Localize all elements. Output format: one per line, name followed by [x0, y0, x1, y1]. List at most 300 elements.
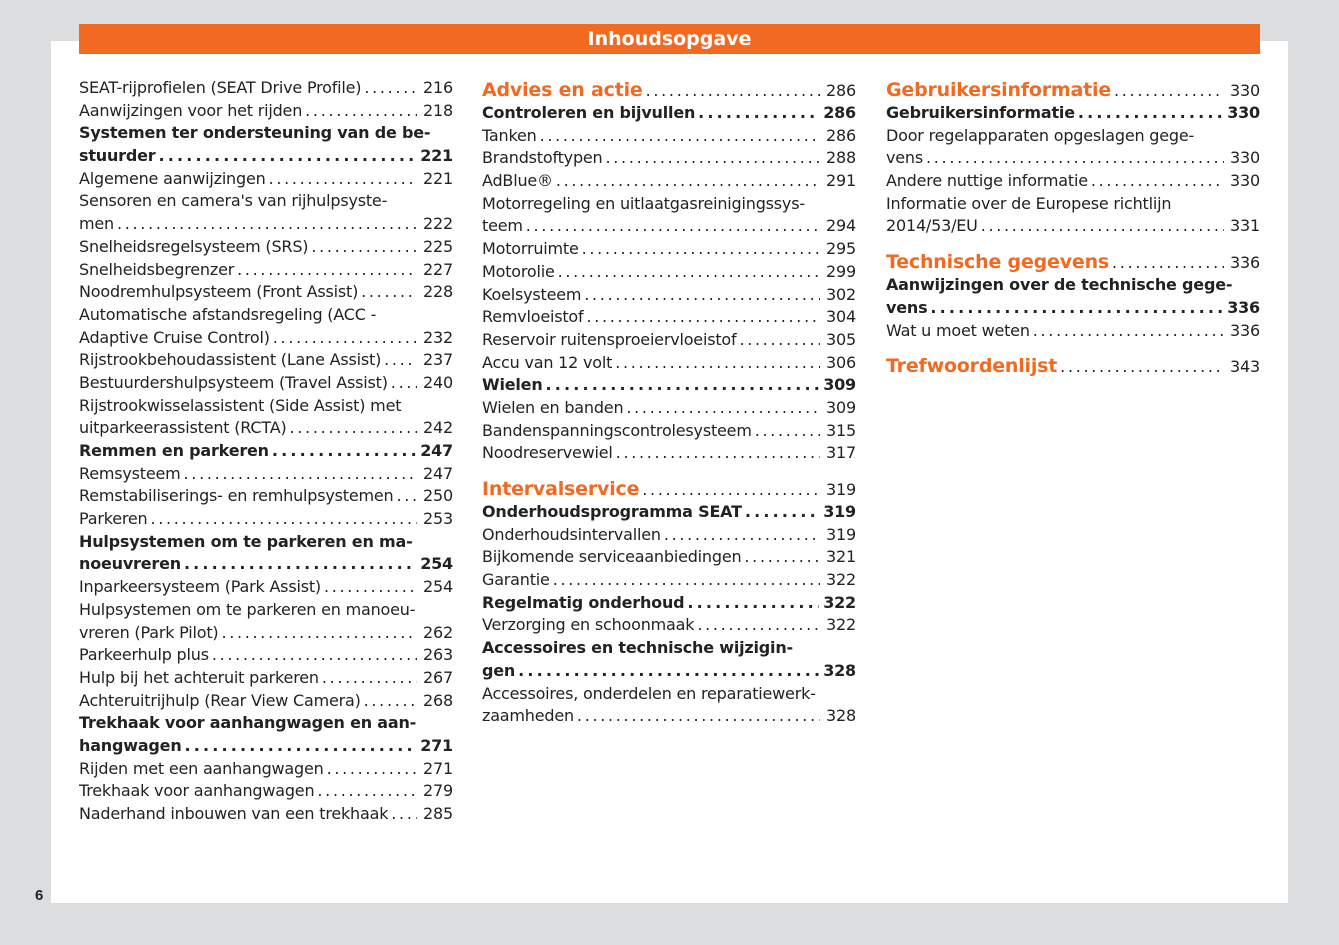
- dot-leader: [391, 803, 417, 826]
- toc-entry-title: Naderhand inbouwen van een trekhaak: [79, 804, 389, 823]
- dot-leader: [1091, 170, 1224, 193]
- toc-entry-line: [79, 531, 453, 554]
- toc-entry-link[interactable]: [482, 170, 856, 193]
- toc-entry-link[interactable]: [79, 190, 453, 235]
- toc-page-number: 330: [1227, 103, 1260, 122]
- toc-entry-title: Remstabiliserings- en remhulpsystemen: [79, 486, 394, 506]
- dot-leader: [391, 372, 417, 395]
- dot-leader: [324, 576, 417, 599]
- dot-leader: [755, 420, 820, 443]
- dot-leader: [290, 417, 418, 440]
- toc-column-3: [886, 77, 1260, 378]
- toc-entry-title: vens: [886, 148, 923, 168]
- dot-leader: [586, 306, 820, 329]
- toc-entry-line: [886, 250, 1260, 274]
- toc-page-number: 319: [826, 480, 856, 499]
- toc-entry-title: Brandstoftypen: [482, 148, 603, 168]
- dot-leader: [364, 690, 417, 713]
- toc-entry-link[interactable]: [482, 238, 856, 261]
- toc-entry-line: [79, 259, 453, 282]
- toc-entry-title: Bestuurdershulpsysteem (Travel Assist): [79, 372, 388, 392]
- toc-entry-line: [79, 190, 453, 213]
- toc-page-number: 336: [1230, 253, 1260, 273]
- toc-entry-title: Snelheidsbegrenzer: [79, 259, 235, 279]
- toc-entry-link[interactable]: [79, 122, 453, 167]
- page-title-bar: [79, 24, 1260, 54]
- dot-leader: [327, 758, 417, 781]
- toc-page-number: 279: [423, 781, 453, 801]
- toc-entry-link[interactable]: [79, 100, 453, 123]
- toc-entry-link[interactable]: [482, 284, 856, 307]
- toc-entry-line: [79, 327, 453, 350]
- toc-page-number: 309: [823, 375, 856, 395]
- dot-leader: [1033, 320, 1224, 343]
- toc-page-number: 286: [823, 103, 856, 122]
- toc-page-number: 227: [423, 259, 453, 279]
- toc-entry-title: Intervalservice: [482, 478, 640, 500]
- toc-entry-line: [482, 592, 856, 615]
- dot-leader: [184, 553, 416, 576]
- toc-entry-link[interactable]: [79, 259, 453, 282]
- toc-page-number: 250: [423, 486, 453, 506]
- toc-entry-link[interactable]: [79, 304, 453, 349]
- toc-entry-title: teem: [482, 216, 523, 236]
- toc-entry-link[interactable]: [79, 349, 453, 372]
- toc-entry-title: men: [79, 214, 114, 234]
- toc-entry-title: Trekhaak voor aanhangwagen: [79, 781, 315, 801]
- toc-page-number: 262: [423, 622, 453, 642]
- toc-entry-title: Accu van 12 volt: [482, 352, 613, 372]
- toc-page-number: 222: [423, 214, 453, 234]
- toc-entry-title: Adaptive Cruise Control): [79, 327, 270, 347]
- toc-entry-title: Wat u moet weten: [886, 320, 1030, 340]
- toc-page-number: 221: [423, 168, 453, 188]
- toc-entry-link[interactable]: [79, 395, 453, 440]
- toc-section-link[interactable]: [482, 477, 856, 501]
- toc-page-number: 309: [826, 397, 856, 417]
- toc-page-number: 336: [1227, 297, 1260, 317]
- toc-entry-line: [482, 261, 856, 284]
- toc-page-number: 315: [826, 420, 856, 440]
- toc-entry-line: [79, 122, 453, 145]
- toc-entry-link[interactable]: [482, 637, 856, 682]
- toc-entry-title: Inparkeersysteem (Park Assist): [79, 577, 321, 597]
- toc-entry-link[interactable]: [482, 397, 856, 420]
- toc-page-number: 218: [423, 100, 453, 120]
- toc-entry-line: [79, 440, 453, 463]
- toc-entry-line: [79, 213, 453, 236]
- toc-entry-title: Technische gegevens: [886, 251, 1110, 274]
- dot-leader: [687, 592, 819, 615]
- toc-entry-line: [886, 274, 1260, 297]
- toc-entry-link[interactable]: [482, 306, 856, 329]
- toc-entry-link[interactable]: [886, 170, 1260, 193]
- toc-entry-title: Wielen: [482, 375, 543, 395]
- toc-page-number: 286: [826, 81, 856, 100]
- toc-entry-link[interactable]: [482, 592, 856, 615]
- toc-entry-line: [886, 78, 1260, 102]
- dot-leader: [739, 329, 820, 352]
- dot-leader: [744, 546, 820, 569]
- toc-page-number: 306: [826, 352, 856, 372]
- toc-page-number: 232: [423, 327, 453, 347]
- toc-entry-title: Verzorging en schoonmaak: [482, 615, 695, 635]
- toc-entry-link[interactable]: [79, 463, 453, 486]
- toc-section-link[interactable]: [886, 250, 1260, 274]
- toc-entry-line: [482, 546, 856, 569]
- toc-page-number: 321: [826, 547, 856, 567]
- toc-entry-line: [79, 463, 453, 486]
- toc-entry-title: Gebruikersinformatie: [886, 79, 1112, 101]
- toc-page-number: 247: [420, 441, 453, 460]
- toc-page-number: 304: [826, 307, 856, 327]
- toc-entry-line: [482, 683, 856, 706]
- dot-leader: [697, 614, 820, 637]
- toc-entry-link[interactable]: [482, 261, 856, 284]
- toc-entry-title: Door regelapparaten opgeslagen gege-: [886, 125, 1195, 145]
- dot-leader: [384, 349, 417, 372]
- toc-entry-link[interactable]: [79, 372, 453, 395]
- toc-entry-link[interactable]: [886, 274, 1260, 319]
- toc-entry-title: Systemen ter ondersteuning van de be-: [79, 123, 431, 143]
- toc-entry-link[interactable]: [482, 524, 856, 547]
- toc-entry-line: [79, 417, 453, 440]
- toc-entry-line: [79, 304, 453, 327]
- toc-entry-line: [482, 329, 856, 352]
- toc-entry-line: [886, 170, 1260, 193]
- toc-entry-link[interactable]: [79, 758, 453, 781]
- toc-entry-line: [482, 102, 856, 125]
- toc-entry-title: Wielen en banden: [482, 397, 624, 417]
- dot-leader: [745, 501, 819, 524]
- toc-entry-link[interactable]: [79, 712, 453, 757]
- toc-entry-link[interactable]: [79, 780, 453, 803]
- toc-entry-link[interactable]: [482, 352, 856, 375]
- toc-page-number: 253: [423, 509, 453, 529]
- toc-entry-title: hangwagen: [79, 735, 182, 755]
- toc-entry-link[interactable]: [79, 599, 453, 644]
- dot-leader: [616, 442, 820, 465]
- toc-entry-line: [79, 553, 453, 576]
- toc-entry-title: Parkeren: [79, 509, 148, 529]
- toc-entry-line: [79, 236, 453, 259]
- toc-entry-title: Rijstrookbehoudassistent (Lane Assist): [79, 350, 382, 370]
- dot-leader: [150, 508, 417, 531]
- toc-entry-title: Accessoires, onderdelen en reparatiewerk-: [482, 683, 816, 703]
- toc-entry-line: [79, 395, 453, 418]
- toc-entry-title: Rijstrookwisselassistent (Side Assist) met: [79, 395, 402, 415]
- toc-page-number: 330: [1230, 148, 1260, 168]
- toc-entry-title: Remmen en parkeren: [79, 441, 269, 460]
- toc-entry-link[interactable]: [79, 803, 453, 826]
- page-number: 6: [35, 887, 44, 904]
- toc-entry-line: [482, 705, 856, 728]
- toc-entry-line: [482, 284, 856, 307]
- dot-leader: [1060, 355, 1224, 379]
- dot-leader: [698, 102, 819, 125]
- toc-entry-line: [79, 758, 453, 781]
- toc-entry-line: [79, 667, 453, 690]
- toc-entry-line: [482, 660, 856, 683]
- toc-page-number: 330: [1230, 81, 1260, 100]
- toc-entry-line: [482, 501, 856, 524]
- toc-entry-link[interactable]: [79, 690, 453, 713]
- dot-leader: [269, 168, 417, 191]
- toc-entry-title: Sensoren en camera's van rijhulpsyste-: [79, 191, 388, 211]
- toc-entry-title: 2014/53/EU: [886, 216, 978, 236]
- toc-entry-title: Tanken: [482, 125, 537, 145]
- toc-entry-link[interactable]: [79, 440, 453, 463]
- dot-leader: [212, 644, 417, 667]
- dot-leader: [1112, 251, 1224, 275]
- toc-entry-line: [886, 102, 1260, 125]
- toc-entry-link[interactable]: [482, 442, 856, 465]
- toc-entry-line: [886, 193, 1260, 216]
- toc-entry-line: [79, 372, 453, 395]
- toc-entry-title: noeuvreren: [79, 554, 181, 574]
- toc-page-number: 240: [423, 372, 453, 392]
- toc-entry-link[interactable]: [886, 320, 1260, 343]
- toc-entry-line: [79, 780, 453, 803]
- toc-entry-line: [886, 215, 1260, 238]
- dot-leader: [582, 238, 820, 261]
- toc-entry-title: Hulpsystemen om te parkeren en manoeu-: [79, 599, 416, 619]
- dot-leader: [546, 374, 820, 397]
- toc-entry-title: gen: [482, 660, 516, 680]
- toc-entry-title: zaamheden: [482, 706, 574, 726]
- toc-entry-line: [886, 125, 1260, 148]
- toc-entry-line: [79, 735, 453, 758]
- toc-page-number: 322: [826, 570, 856, 590]
- toc-entry-title: Remsysteem: [79, 463, 181, 483]
- dot-leader: [396, 485, 417, 508]
- toc-entry-title: Noodreservewiel: [482, 443, 613, 463]
- toc-entry-link[interactable]: [79, 485, 453, 508]
- toc-entry-line: [79, 712, 453, 735]
- toc-entry-link[interactable]: [482, 193, 856, 238]
- toc-page-number: 322: [823, 592, 856, 612]
- toc-column-1: [79, 77, 453, 826]
- toc-entry-title: Achteruitrijhulp (Rear View Camera): [79, 690, 361, 710]
- toc-entry-link[interactable]: [482, 125, 856, 148]
- toc-entry-title: Noodremhulpsysteem (Front Assist): [79, 282, 359, 302]
- toc-entry-link[interactable]: [482, 374, 856, 397]
- toc-entry-line: [482, 397, 856, 420]
- toc-entry-title: Parkeerhulp plus: [79, 645, 209, 665]
- toc-entry-title: Garantie: [482, 570, 550, 590]
- toc-page-number: 336: [1230, 320, 1260, 340]
- dot-leader: [930, 297, 1223, 320]
- toc-page-number: 247: [423, 463, 453, 483]
- dot-leader: [577, 705, 820, 728]
- toc-entry-line: [886, 320, 1260, 343]
- toc-entry-line: [79, 349, 453, 372]
- toc-entry-line: [482, 170, 856, 193]
- toc-entry-title: Koelsysteem: [482, 284, 582, 304]
- toc-entry-line: [482, 420, 856, 443]
- toc-entry-link[interactable]: [886, 193, 1260, 238]
- toc-page-number: 285: [423, 804, 453, 823]
- toc-entry-line: [79, 100, 453, 123]
- dot-leader: [584, 284, 820, 307]
- toc-page-number: 237: [423, 350, 453, 370]
- toc-entry-line: [482, 352, 856, 375]
- toc-page-number: 328: [823, 660, 856, 680]
- page-title: Inhoudsopgave: [587, 28, 752, 50]
- dot-leader: [558, 261, 820, 284]
- toc-entry-line: [79, 803, 453, 826]
- toc-entry-link[interactable]: [79, 531, 453, 576]
- toc-page-number: 343: [1230, 357, 1260, 377]
- toc-entry-line: [79, 576, 453, 599]
- toc-entry-line: [79, 168, 453, 191]
- toc-entry-link[interactable]: [79, 576, 453, 599]
- toc-entry-title: Algemene aanwijzingen: [79, 168, 266, 188]
- toc-entry-line: [482, 442, 856, 465]
- toc-entry-link[interactable]: [482, 569, 856, 592]
- toc-entry-link[interactable]: [79, 508, 453, 531]
- toc-section-link[interactable]: [482, 78, 856, 102]
- toc-entry-line: [482, 147, 856, 170]
- toc-entry-title: Aanwijzingen over de technische gege-: [886, 275, 1233, 295]
- toc-page-number: 221: [420, 146, 453, 166]
- dot-leader: [272, 440, 416, 463]
- dot-leader: [317, 780, 417, 803]
- toc-entry-line: [79, 508, 453, 531]
- toc-entry-link[interactable]: [79, 77, 453, 100]
- toc-entry-title: Motorregeling en uitlaatgasreinigingssys-: [482, 193, 805, 213]
- toc-page-number: 228: [423, 282, 453, 302]
- toc-entry-link[interactable]: [886, 102, 1260, 125]
- toc-entry-link[interactable]: [482, 329, 856, 352]
- toc-entry-title: Gebruikersinformatie: [886, 103, 1075, 122]
- toc-page-number: 254: [423, 577, 453, 597]
- dot-leader: [117, 213, 417, 236]
- toc-entry-line: [79, 281, 453, 304]
- toc-section-link[interactable]: [886, 78, 1260, 102]
- toc-entry-link[interactable]: [482, 546, 856, 569]
- toc-entry-link[interactable]: [482, 420, 856, 443]
- toc-page-number: 330: [1230, 171, 1260, 191]
- toc-entry-line: [886, 147, 1260, 170]
- dot-leader: [518, 660, 819, 683]
- toc-page-number: 263: [423, 645, 453, 665]
- toc-entry-line: [482, 374, 856, 397]
- toc-entry-title: uitparkeerassistent (RCTA): [79, 418, 287, 438]
- toc-entry-link[interactable]: [482, 102, 856, 125]
- toc-entry-line: [482, 306, 856, 329]
- dot-leader: [553, 569, 820, 592]
- toc-entry-link[interactable]: [79, 644, 453, 667]
- toc-entry-line: [482, 569, 856, 592]
- toc-entry-line: [482, 125, 856, 148]
- dot-leader: [1114, 79, 1224, 103]
- toc-entry-link[interactable]: [482, 147, 856, 170]
- toc-entry-link[interactable]: [886, 125, 1260, 170]
- toc-page-number: 305: [826, 329, 856, 349]
- toc-entry-line: [79, 485, 453, 508]
- dot-leader: [322, 667, 417, 690]
- toc-entry-title: Remvloeistof: [482, 307, 584, 327]
- toc-entry-line: [79, 622, 453, 645]
- toc-entry-line: [79, 599, 453, 622]
- dot-leader: [606, 147, 821, 170]
- toc-page-number: 317: [826, 443, 856, 463]
- dot-leader: [926, 147, 1224, 170]
- toc-page-number: 331: [1230, 216, 1260, 236]
- toc-entry-line: [79, 690, 453, 713]
- toc-entry-link[interactable]: [482, 683, 856, 728]
- dot-leader: [540, 125, 820, 148]
- dot-leader: [184, 463, 417, 486]
- toc-entry-line: [886, 354, 1260, 378]
- toc-entry-line: [886, 297, 1260, 320]
- toc-entry-title: Andere nuttige informatie: [886, 171, 1088, 191]
- toc-entry-title: Bijkomende serviceaanbiedingen: [482, 547, 742, 567]
- toc-page-number: 216: [423, 78, 453, 97]
- toc-entry-link[interactable]: [79, 281, 453, 304]
- toc-entry-title: vens: [886, 297, 928, 317]
- toc-entry-line: [482, 215, 856, 238]
- toc-entry-title: Onderhoudsintervallen: [482, 524, 661, 544]
- toc-entry-line: [482, 477, 856, 501]
- toc-entry-title: AdBlue®: [482, 171, 553, 191]
- toc-page-number: 288: [826, 148, 856, 168]
- toc-page-number: 294: [826, 216, 856, 236]
- toc-entry-link[interactable]: [482, 501, 856, 524]
- toc-entry-link[interactable]: [79, 168, 453, 191]
- dot-leader: [364, 77, 417, 100]
- toc-page-number: 319: [826, 524, 856, 544]
- toc-page-number: 319: [823, 502, 856, 521]
- toc-entry-title: Reservoir ruitensproeiervloeistof: [482, 329, 737, 349]
- toc-entry-title: Aanwijzingen voor het rijden: [79, 100, 303, 120]
- toc-entry-title: Automatische afstandsregeling (ACC -: [79, 304, 377, 324]
- toc-entry-link[interactable]: [79, 236, 453, 259]
- toc-entry-title: Rijden met een aanhangwagen: [79, 758, 324, 778]
- toc-entry-title: stuurder: [79, 146, 156, 166]
- toc-entry-title: Hulpsystemen om te parkeren en ma-: [79, 531, 413, 551]
- toc-entry-line: [79, 145, 453, 168]
- toc-page-number: 328: [826, 706, 856, 726]
- toc-entry-title: SEAT-rijprofielen (SEAT Drive Profile): [79, 78, 362, 97]
- toc-entry-line: [482, 238, 856, 261]
- dot-leader: [981, 215, 1224, 238]
- dot-leader: [664, 524, 820, 547]
- toc-entry-title: Onderhoudsprogramma SEAT: [482, 502, 742, 521]
- dot-leader: [1078, 102, 1223, 125]
- toc-entry-title: Trefwoordenlijst: [886, 355, 1058, 378]
- toc-column-2: [482, 77, 856, 728]
- toc-page-number: 271: [423, 758, 453, 778]
- toc-entry-link[interactable]: [482, 614, 856, 637]
- dot-leader: [526, 215, 820, 238]
- toc-entry-link[interactable]: [79, 667, 453, 690]
- toc-entry-line: [482, 614, 856, 637]
- toc-page-number: 302: [826, 284, 856, 304]
- dot-leader: [642, 478, 820, 502]
- dot-leader: [626, 397, 820, 420]
- toc-entry-line: [482, 524, 856, 547]
- dot-leader: [615, 352, 820, 375]
- toc-entry-title: Regelmatig onderhoud: [482, 592, 685, 612]
- toc-entry-title: Accessoires en technische wijzigin-: [482, 638, 793, 658]
- toc-page-number: 242: [423, 418, 453, 438]
- toc-entry-title: Trekhaak voor aanhangwagen en aan-: [79, 713, 417, 733]
- toc-page-number: 271: [420, 735, 453, 755]
- toc-entry-line: [79, 77, 453, 100]
- toc-section-link[interactable]: [886, 354, 1260, 378]
